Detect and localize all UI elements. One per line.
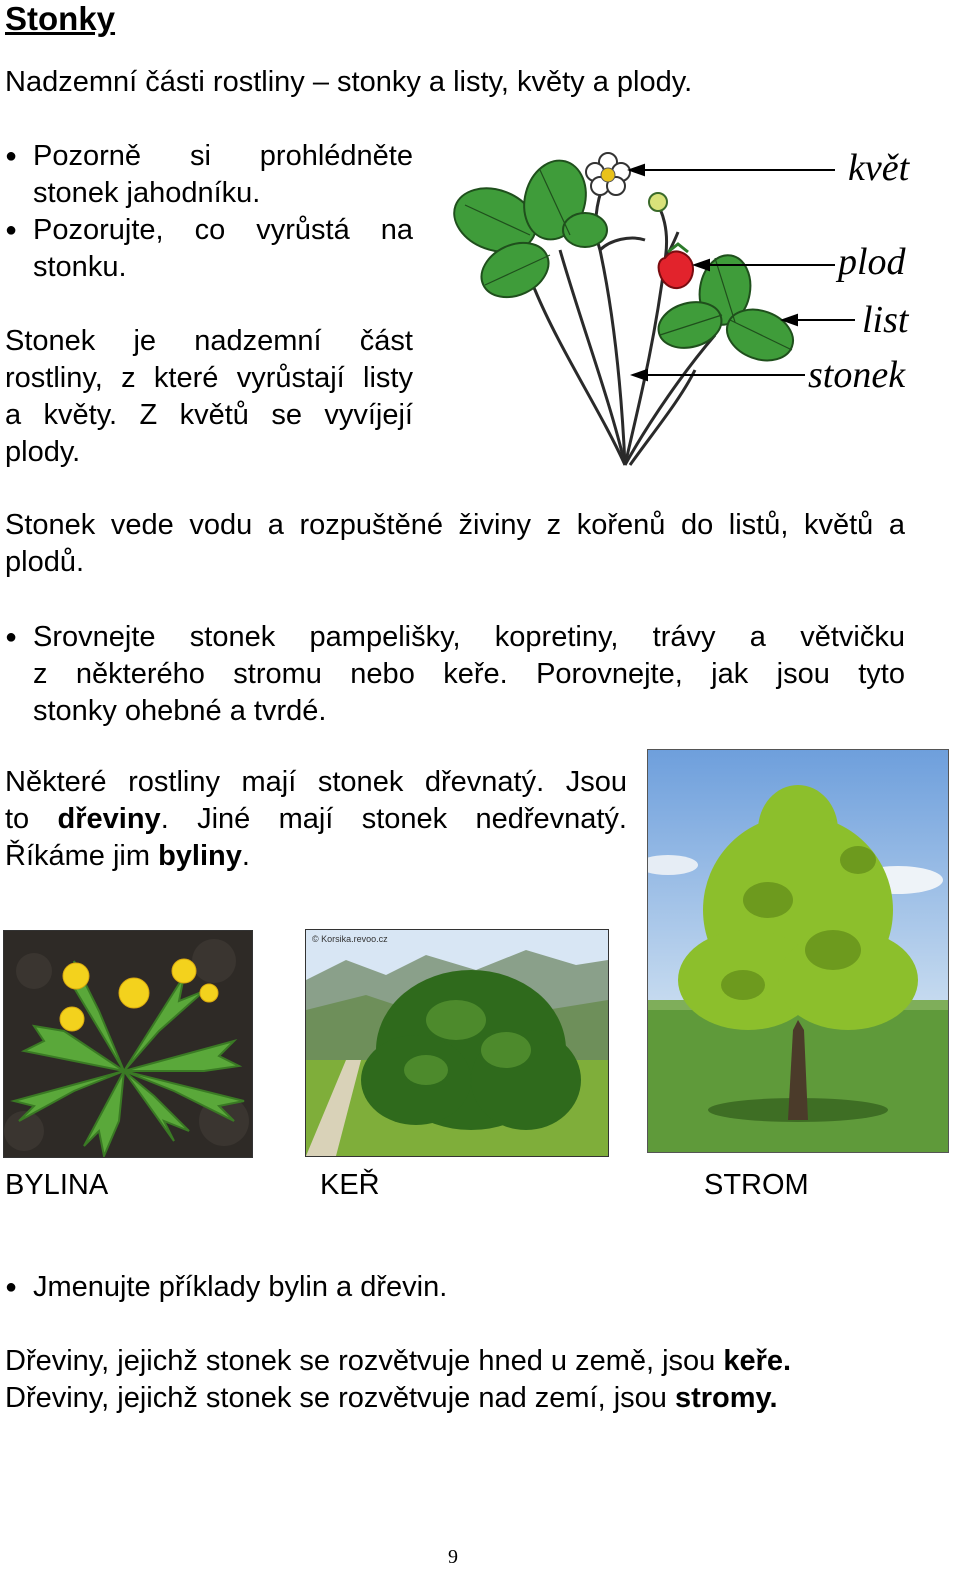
bullet-line: stonku.: [33, 251, 127, 283]
bullet-line: Pozorně si prohlédněte: [33, 140, 413, 172]
bullet-icon: ●: [5, 145, 18, 167]
term-dreviny: dřeviny: [57, 803, 161, 835]
tree-definition: Dřeviny, jejichž stonek se rozvětvuje nad zemí, jsou stromy.: [5, 1382, 778, 1414]
compare-bullet: [5, 619, 905, 730]
label-stem: stonek: [808, 354, 906, 396]
caption-tree: STROM: [704, 1169, 809, 1201]
label-flower: květ: [848, 147, 910, 189]
label-leaf: list: [862, 299, 909, 341]
text-line: a květy. Z květů se vyvíjejí: [5, 399, 413, 431]
herb-photo: [3, 930, 253, 1158]
stem-function-text: [5, 507, 905, 581]
text-line: to dřeviny. Jiné mají stonek nedřevnatý.: [5, 803, 627, 835]
text-line: Říkáme jim byliny.: [5, 840, 250, 872]
bullet-icon: ●: [5, 626, 18, 648]
text-line: Stonek je nadzemní část: [5, 325, 413, 357]
term-kere: keře.: [723, 1345, 792, 1377]
text-line: plody.: [5, 436, 81, 468]
bullet-icon: ●: [5, 1276, 18, 1298]
stem-definition: [5, 323, 413, 471]
shrub-photo: [305, 929, 609, 1157]
text-line: Srovnejte stonek pampelišky, kopretiny, trávy a větvičku: [33, 621, 905, 653]
bullet-list-top: [5, 138, 413, 286]
text-line: Stonek vede vodu a rozpuštěné živiny z kořenů do listů, květů a: [5, 509, 905, 541]
strawberry-diagram: [440, 140, 940, 475]
intro-text: Nadzemní části rostliny – stonky a listy, květy a plody.: [5, 66, 693, 98]
text-line: z některého stromu nebo keře. Porovnejte, jak jsou tyto: [33, 658, 905, 690]
text-line: Jmenujte příklady bylin a dřevin.: [33, 1271, 448, 1303]
text-line: stonky ohebné a tvrdé.: [33, 695, 327, 727]
bullet-line: Pozorujte, co vyrůstá na: [33, 214, 413, 246]
flower-icon: [586, 153, 630, 195]
examples-bullet: [5, 1269, 447, 1306]
term-byliny: byliny: [158, 840, 242, 872]
bullet-item: [5, 212, 413, 286]
text-line: Některé rostliny mají stonek dřevnatý. Jsou: [5, 766, 627, 798]
bullet-icon: ●: [5, 219, 18, 241]
woody-paragraph: [5, 764, 627, 875]
photo-credit: © Korsika.revoo.cz: [312, 934, 388, 944]
bullet-item: [5, 138, 413, 212]
caption-herb: BYLINA: [5, 1169, 109, 1201]
caption-shrub: KEŘ: [320, 1169, 380, 1201]
strawberry-plant-illustration: [440, 140, 940, 475]
text-line: rostliny, z které vyrůstají listy: [5, 362, 413, 394]
text-line: plodů.: [5, 546, 85, 578]
bullet-line: stonek jahodníku.: [33, 177, 261, 209]
tree-photo: [647, 749, 949, 1153]
page-title: Stonky: [5, 0, 116, 37]
shrub-definition: Dřeviny, jejichž stonek se rozvětvuje hned u země, jsou keře.: [5, 1345, 792, 1377]
label-fruit: plod: [838, 241, 906, 283]
strawberry-fruit-icon: [659, 244, 693, 288]
page-number: 9: [448, 1546, 458, 1568]
term-stromy: stromy.: [674, 1382, 778, 1414]
